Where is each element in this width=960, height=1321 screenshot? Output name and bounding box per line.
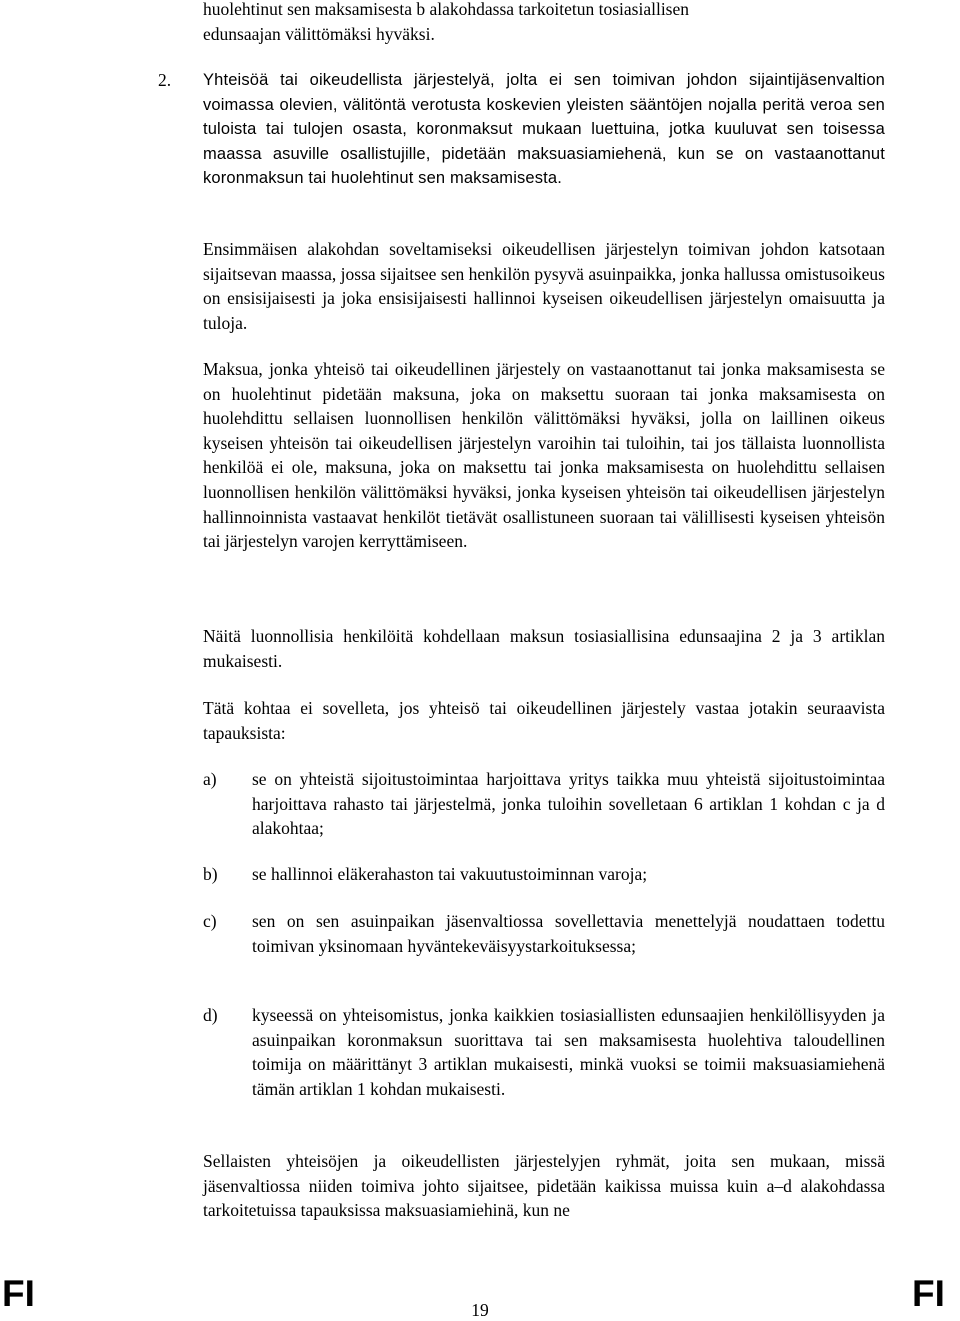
- paragraph-naita: Näitä luonnollisia henkilöitä kohdellaan maksun tosiasiallisina edunsaajina 2 ja 3 artiklan mukaisesti.: [203, 626, 885, 671]
- list-item-c-text: sen on sen asuinpaikan jäsenvaltiossa sovellettavia menettelyjä noudattaen todettu toimivan yksinomaan hyväntekeväisyystarkoituksessa;: [252, 911, 885, 956]
- footer-language-code-right: FI: [912, 1273, 945, 1314]
- list-item-b-marker: b): [203, 864, 218, 884]
- list-item-a-text: se on yhteistä sijoitustoimintaa harjoittava yritys taikka muu yhteistä sijoitustoimintaa harjoittava rahasto tai järjestelmä, jonka tuloihin sovelletaan 6 artiklan 1 kohdan c ja d alakohtaa;: [252, 769, 885, 839]
- paragraph-sellaisten: Sellaisten yhteisöjen ja oikeudellisten järjestelyjen ryhmät, joita sen mukaan, missä jäsenvaltiossa niiden toimiva johto sijaitsee, pidetään kaikissa muissa kuin a–d alakohdassa tarkoitetuissa tapauksissa maksuasiamiehinä, kun ne: [203, 1151, 885, 1221]
- list-item-d-text: kyseessä on yhteisomistus, jonka kaikkien tosiasiallisten edunsaajien henkilöllisyyden ja asuinpaikan koronmaksun suorittava tai sen maksamisesta huolehtiva taloudellinen toimija on määrittänyt 3 artiklan mukaisesti, minkä vuoksi se toimii maksuasiamiehenä tämän artiklan 1 kohdan mukaisesti.: [252, 1005, 885, 1099]
- paragraph-maksua: Maksua, jonka yhteisö tai oikeudellinen järjestely on vastaanottanut tai jonka maksamisesta se on huolehtinut pidetään maksuna, joka on maksettu suoraan tai jonka maksamisesta on huolehdittu sellaisen luonnollisen henkilön välittömäksi hyväksi, jolla on laillinen oikeus kyseisen yhteisön tai oikeudellisen järjestelyn varoihin tai tuloihin, tai jos tällaista luonnollista henkilöä ei ole, maksuna, joka on maksettu tai jonka maksamisesta on huolehdittu sellaisen luonnollisen henkilön välittömäksi hyväksi, jonka kyseisen yhteisön tai oikeudellisen järjestelyn hallinnoinnista vastaavat henkilöt tietävät osallistuneen suoraan tai välillisesti kyseisen yhteisön tai järjestelyn varojen kerryttämiseen.: [203, 359, 885, 552]
- item-2-marker: 2.: [158, 70, 172, 90]
- list-item-a-marker: a): [203, 769, 217, 789]
- paragraph-tata: Tätä kohtaa ei sovelleta, jos yhteisö tai oikeudellinen järjestely vastaa jotakin seuraavista tapauksista:: [203, 698, 885, 743]
- item-2-paragraph: Yhteisöä tai oikeudellista järjestelyä, jolta ei sen toimivan johdon sijaintijäsenvaltion voimassa olevien, välitöntä verotusta koskevien yleisten sääntöjen nojalla peritä veroa sen tuloista tai tulojen osasta, koronmaksut mukaan luettuina, jotka kuuluvat sen toisessa maassa asuville osallistujille, pidetään maksuasiamiehenä, kun se on vastaanottanut koronmaksun tai huolehtinut sen maksamisesta.: [203, 71, 885, 188]
- continued-text-line-1: huolehtinut sen maksamisesta b alakohdassa tarkoitetun tosiasiallisen: [203, 0, 690, 19]
- list-item-c-marker: c): [203, 911, 217, 931]
- list-item-d-marker: d): [203, 1005, 218, 1025]
- list-item-b-text: se hallinnoi eläkerahaston tai vakuutustoiminnan varoja;: [252, 864, 648, 884]
- page-number: 19: [471, 1300, 489, 1320]
- footer-language-code-left: FI: [2, 1273, 35, 1314]
- paragraph-ensimmaisen: Ensimmäisen alakohdan soveltamiseksi oikeudellisen järjestelyn toimivan johdon katsotaan sijaitsevan maassa, jossa sijaitsee sen henkilön pysyvä asuinpaikka, jonka hallussa omistusoikeus on ensisijaisesti ja joka ensisijaisesti hallinnoi kyseisen oikeudellisen järjestelyn omaisuutta ja tuloja.: [203, 239, 885, 333]
- continued-text-line-2: edunsaajan välittömäksi hyväksi.: [203, 24, 435, 44]
